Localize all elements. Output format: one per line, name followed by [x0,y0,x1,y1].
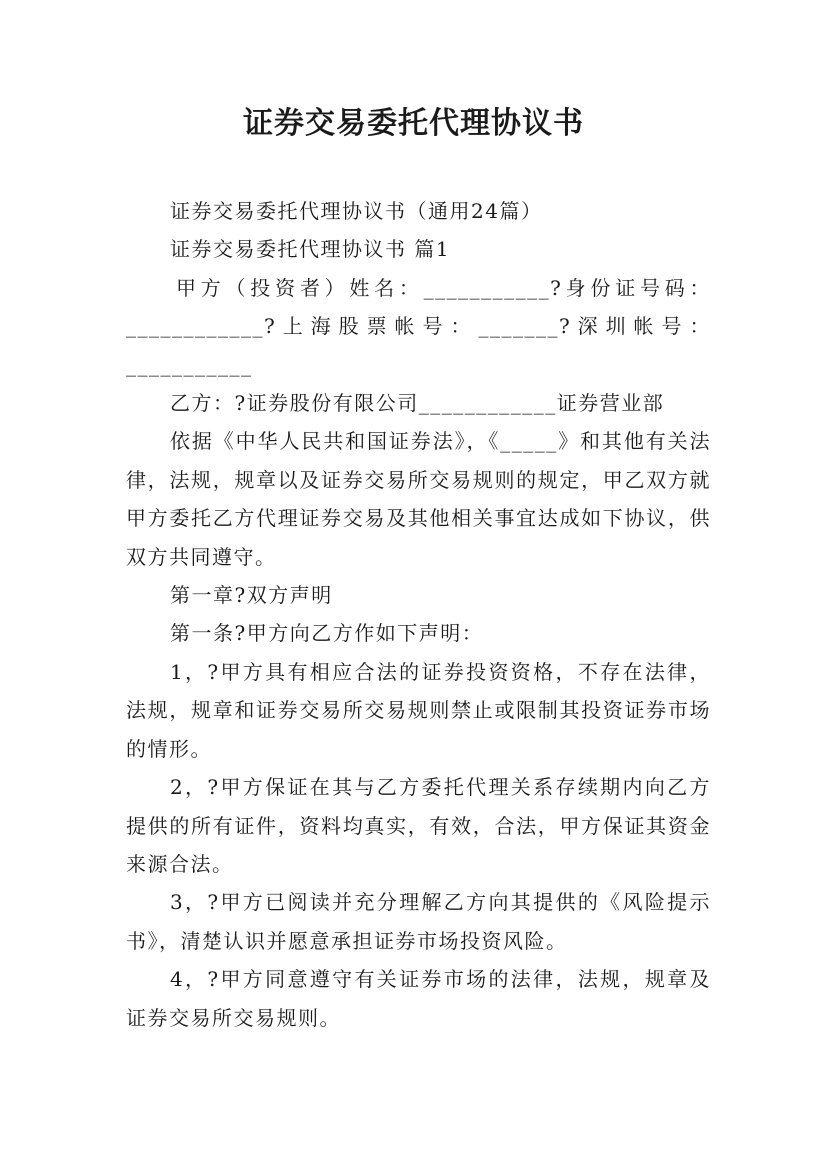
party-a-info-paragraph: 甲方（投资者）姓名：___________?身份证号码：____________?上海股票帐号：_______?深圳帐号：___________ [126,275,711,377]
section-heading: 证券交易委托代理协议书 篇1 [170,237,451,262]
clause-paragraph: 1，?甲方具有相应合法的证券投资资格，不存在法律，法规，规章和证券交易所交易规则禁止或限制其投资证券市场的情形。 [126,659,711,761]
clause-paragraph: 2，?甲方保证在其与乙方委托代理关系存续期内向乙方提供的所有证件，资料均真实，有效，合法，甲方保证其资金来源合法。 [126,775,711,876]
chapter-heading: 第一章?双方声明 [170,583,333,608]
article-heading: 第一条?甲方向乙方作如下声明： [170,621,484,646]
preamble-paragraph: 依据《中华人民共和国证券法》，《_____》和其他有关法律，法规，规章以及证券交易所交易规则的规定，甲乙双方就甲方委托乙方代理证券交易及其他相关事宜达成如下协议，供双方共同遵守。 [126,429,711,569]
document-body [126,192,711,1037]
document-title: 证券交易委托代理协议书 [243,106,584,141]
clause-paragraph: 3，?甲方已阅读并充分理解乙方向其提供的《风险提示书》，清楚认识并愿意承担证券市场投资风险。 [126,890,711,953]
clause-paragraph: 4，?甲方同意遵守有关证券市场的法律，法规，规章及证券交易所交易规则。 [126,967,711,1030]
subtitle-paragraph: 证券交易委托代理协议书（通用24篇） [170,199,543,223]
party-b-info-paragraph: 乙方：?证券股份有限公司____________证券营业部 [170,391,665,416]
